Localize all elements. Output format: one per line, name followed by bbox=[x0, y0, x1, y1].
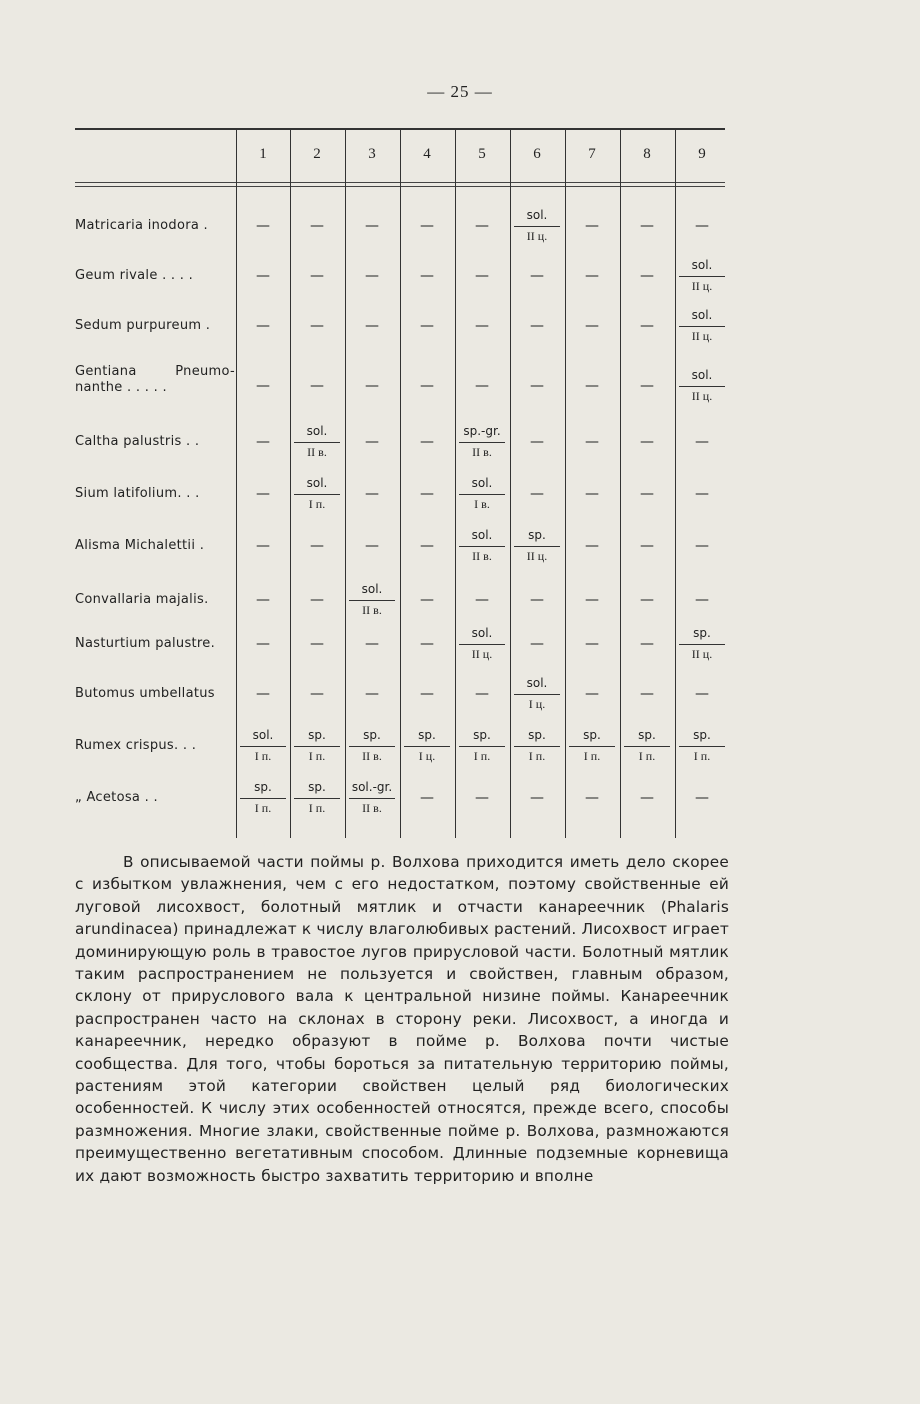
species-name bbox=[75, 364, 235, 396]
column-header: 4 bbox=[423, 146, 431, 162]
fraction-bar bbox=[569, 746, 615, 747]
empty-cell-dash: — bbox=[585, 268, 599, 284]
abundance-cell bbox=[675, 258, 729, 295]
empty-cell-dash: — bbox=[256, 538, 270, 554]
empty-cell-dash: — bbox=[365, 218, 379, 234]
abundance-cell bbox=[290, 476, 344, 513]
empty-cell-dash: — bbox=[365, 486, 379, 502]
abundance-value: sol.-gr. bbox=[351, 780, 393, 794]
phenophase-value: I п. bbox=[583, 749, 601, 763]
empty-cell-dash: — bbox=[530, 268, 544, 284]
empty-cell-dash: — bbox=[420, 592, 434, 608]
empty-cell-dash: — bbox=[365, 378, 379, 394]
abundance-cell bbox=[455, 476, 509, 513]
fraction-bar bbox=[404, 746, 450, 747]
abundance-cell bbox=[565, 728, 619, 765]
species-name-line: nanthe . . . . . bbox=[75, 380, 167, 395]
abundance-cell bbox=[236, 780, 290, 817]
abundance-value: sp. bbox=[254, 780, 272, 794]
fraction-bar bbox=[514, 226, 560, 227]
empty-cell-dash: — bbox=[310, 538, 324, 554]
empty-cell-dash: — bbox=[420, 378, 434, 394]
empty-cell-dash: — bbox=[640, 434, 654, 450]
empty-cell-dash: — bbox=[420, 318, 434, 334]
empty-cell-dash: — bbox=[530, 378, 544, 394]
empty-cell-dash: — bbox=[365, 268, 379, 284]
empty-cell-dash: — bbox=[640, 268, 654, 284]
phenophase-value: I п. bbox=[693, 749, 711, 763]
abundance-cell bbox=[675, 728, 729, 765]
phenophase-value: II в. bbox=[362, 603, 382, 617]
empty-cell-dash: — bbox=[585, 318, 599, 334]
species-name-line: Gentiana Pneumo- bbox=[75, 364, 235, 379]
empty-cell-dash: — bbox=[695, 592, 709, 608]
species-name: Sium latifolium. . . bbox=[75, 486, 200, 501]
abundance-cell bbox=[510, 208, 564, 245]
phenophase-value: II ц. bbox=[691, 279, 713, 293]
empty-cell-dash: — bbox=[420, 218, 434, 234]
empty-cell-dash: — bbox=[640, 592, 654, 608]
phenophase-value: I п. bbox=[308, 497, 326, 511]
abundance-cell bbox=[290, 424, 344, 461]
fraction-bar bbox=[349, 798, 395, 799]
abundance-value: sp. bbox=[473, 728, 491, 742]
phenophase-value: I п. bbox=[638, 749, 656, 763]
species-name: Sedum purpureum . bbox=[75, 318, 211, 333]
empty-cell-dash: — bbox=[420, 268, 434, 284]
empty-cell-dash: — bbox=[585, 636, 599, 652]
fraction-bar bbox=[679, 326, 725, 327]
empty-cell-dash: — bbox=[365, 538, 379, 554]
abundance-value: sol. bbox=[306, 424, 328, 438]
species-name: „ Acetosa . . bbox=[75, 790, 158, 805]
empty-cell-dash: — bbox=[475, 318, 489, 334]
column-header: 6 bbox=[533, 146, 541, 162]
empty-cell-dash: — bbox=[585, 378, 599, 394]
phenophase-value: I п. bbox=[473, 749, 491, 763]
empty-cell-dash: — bbox=[640, 378, 654, 394]
empty-cell-dash: — bbox=[310, 268, 324, 284]
body-paragraph bbox=[75, 851, 729, 1187]
species-name: Convallaria majalis. bbox=[75, 592, 209, 607]
abundance-value: sp. bbox=[638, 728, 656, 742]
abundance-cell bbox=[345, 780, 399, 817]
species-name: Geum rivale . . . . bbox=[75, 268, 194, 283]
fraction-bar bbox=[514, 694, 560, 695]
empty-cell-dash: — bbox=[530, 486, 544, 502]
fraction-bar bbox=[240, 746, 286, 747]
abundance-value: sp. bbox=[693, 728, 711, 742]
species-name: Matricaria inodora . bbox=[75, 218, 208, 233]
fraction-bar bbox=[459, 442, 505, 443]
column-header: 1 bbox=[259, 146, 267, 162]
abundance-value: sol. bbox=[252, 728, 274, 742]
empty-cell-dash: — bbox=[640, 790, 654, 806]
empty-cell-dash: — bbox=[256, 268, 270, 284]
phenophase-value: II ц. bbox=[691, 329, 713, 343]
empty-cell-dash: — bbox=[585, 538, 599, 554]
phenophase-value: I ц. bbox=[528, 697, 546, 711]
fraction-bar bbox=[294, 746, 340, 747]
phenophase-value: I п. bbox=[254, 749, 272, 763]
phenophase-value: II в. bbox=[307, 445, 327, 459]
empty-cell-dash: — bbox=[695, 538, 709, 554]
abundance-cell bbox=[675, 626, 729, 663]
empty-cell-dash: — bbox=[420, 434, 434, 450]
empty-cell-dash: — bbox=[695, 218, 709, 234]
abundance-value: sp.-gr. bbox=[463, 424, 501, 438]
phenophase-value: II в. bbox=[362, 801, 382, 815]
species-name: Caltha palustris . . bbox=[75, 434, 200, 449]
fraction-bar bbox=[459, 644, 505, 645]
empty-cell-dash: — bbox=[256, 318, 270, 334]
empty-cell-dash: — bbox=[365, 318, 379, 334]
paragraph-text: В описываемой части поймы р. Волхова приходится иметь дело скорее с избытком увлажнения, чем с его недостатком, поэтому свойственные ей луговой лисохвост, болотный мятлик и отчасти канареечник (Phalaris arundinacea) принадлежат к числу влаголюбивых растений. Лисохвост играет доминирующую роль в травостое лугов прирусловой части. Болотный мятлик таким распространением не пользуется и свойствен, главным образом, склону от прируслового вала к центральной низине поймы. Канареечник распространен часто на склонах в сторону реки. Лисохвост, а иногда и канареечник, нередко образуют в пойме р. Волхова почти чистые сообщества. Для того, чтобы бороться за питательную территорию поймы, растениям этой категории свойствен целый ряд биологических особенностей. К числу этих особенностей относятся, прежде всего, способы размножения. Многие злаки, свойственные пойме р. Волхова, размножаются преимущественно вегетативным способом. Длинные подземные корневища их дают возможность быстро захватить территорию и вполне bbox=[75, 853, 729, 1185]
empty-cell-dash: — bbox=[420, 790, 434, 806]
fraction-bar bbox=[624, 746, 670, 747]
empty-cell-dash: — bbox=[585, 790, 599, 806]
phenophase-value: I п. bbox=[308, 801, 326, 815]
empty-cell-dash: — bbox=[310, 592, 324, 608]
fraction-bar bbox=[459, 494, 505, 495]
fraction-bar bbox=[294, 494, 340, 495]
empty-cell-dash: — bbox=[310, 318, 324, 334]
fraction-bar bbox=[679, 746, 725, 747]
empty-cell-dash: — bbox=[475, 790, 489, 806]
empty-cell-dash: — bbox=[695, 790, 709, 806]
species-name: Rumex crispus. . . bbox=[75, 738, 197, 753]
empty-cell-dash: — bbox=[530, 636, 544, 652]
empty-cell-dash: — bbox=[420, 686, 434, 702]
abundance-cell bbox=[345, 728, 399, 765]
empty-cell-dash: — bbox=[256, 592, 270, 608]
empty-cell-dash: — bbox=[475, 686, 489, 702]
phenophase-value: II ц. bbox=[526, 229, 548, 243]
empty-cell-dash: — bbox=[640, 218, 654, 234]
phenophase-value: II ц. bbox=[691, 647, 713, 661]
fraction-bar bbox=[679, 386, 725, 387]
empty-cell-dash: — bbox=[695, 486, 709, 502]
fraction-bar bbox=[514, 546, 560, 547]
abundance-value: sol. bbox=[306, 476, 328, 490]
empty-cell-dash: — bbox=[420, 486, 434, 502]
empty-cell-dash: — bbox=[256, 218, 270, 234]
empty-cell-dash: — bbox=[310, 636, 324, 652]
abundance-value: sp. bbox=[528, 528, 546, 542]
abundance-value: sp. bbox=[693, 626, 711, 640]
empty-cell-dash: — bbox=[475, 218, 489, 234]
empty-cell-dash: — bbox=[640, 318, 654, 334]
empty-cell-dash: — bbox=[475, 378, 489, 394]
abundance-cell bbox=[455, 424, 509, 461]
empty-cell-dash: — bbox=[585, 592, 599, 608]
empty-cell-dash: — bbox=[310, 686, 324, 702]
column-header: 7 bbox=[588, 146, 596, 162]
empty-cell-dash: — bbox=[530, 318, 544, 334]
empty-cell-dash: — bbox=[310, 218, 324, 234]
abundance-cell bbox=[675, 308, 729, 345]
abundance-value: sol. bbox=[691, 258, 713, 272]
abundance-cell bbox=[290, 728, 344, 765]
empty-cell-dash: — bbox=[365, 686, 379, 702]
abundance-value: sp. bbox=[308, 780, 326, 794]
species-name: Butomus umbellatus bbox=[75, 686, 215, 701]
phenophase-value: I п. bbox=[308, 749, 326, 763]
column-header: 9 bbox=[698, 146, 706, 162]
empty-cell-dash: — bbox=[585, 486, 599, 502]
column-header: 5 bbox=[478, 146, 486, 162]
abundance-value: sol. bbox=[361, 582, 383, 596]
empty-cell-dash: — bbox=[420, 636, 434, 652]
empty-cell-dash: — bbox=[256, 636, 270, 652]
fraction-bar bbox=[679, 644, 725, 645]
abundance-cell bbox=[345, 582, 399, 619]
empty-cell-dash: — bbox=[530, 790, 544, 806]
phenophase-value: I в. bbox=[474, 497, 490, 511]
fraction-bar bbox=[240, 798, 286, 799]
fraction-bar bbox=[459, 546, 505, 547]
abundance-cell bbox=[290, 780, 344, 817]
empty-cell-dash: — bbox=[310, 378, 324, 394]
abundance-value: sol. bbox=[691, 308, 713, 322]
abundance-cell bbox=[455, 728, 509, 765]
phenophase-value: II ц. bbox=[691, 389, 713, 403]
phenophase-value: I п. bbox=[254, 801, 272, 815]
phenophase-value: II в. bbox=[362, 749, 382, 763]
phenophase-value: II ц. bbox=[526, 549, 548, 563]
abundance-cell bbox=[236, 728, 290, 765]
abundance-value: sol. bbox=[691, 368, 713, 382]
empty-cell-dash: — bbox=[365, 434, 379, 450]
fraction-bar bbox=[349, 600, 395, 601]
empty-cell-dash: — bbox=[475, 268, 489, 284]
empty-cell-dash: — bbox=[695, 434, 709, 450]
abundance-value: sp. bbox=[308, 728, 326, 742]
abundance-value: sp. bbox=[583, 728, 601, 742]
species-name: Nasturtium palustre. bbox=[75, 636, 216, 651]
empty-cell-dash: — bbox=[640, 636, 654, 652]
abundance-value: sp. bbox=[363, 728, 381, 742]
abundance-cell bbox=[510, 728, 564, 765]
abundance-value: sp. bbox=[418, 728, 436, 742]
abundance-cell bbox=[455, 626, 509, 663]
empty-cell-dash: — bbox=[256, 486, 270, 502]
column-header: 2 bbox=[313, 146, 321, 162]
abundance-cell bbox=[510, 528, 564, 565]
fraction-bar bbox=[349, 746, 395, 747]
fraction-bar bbox=[679, 276, 725, 277]
abundance-cell bbox=[620, 728, 674, 765]
fraction-bar bbox=[459, 746, 505, 747]
empty-cell-dash: — bbox=[365, 636, 379, 652]
empty-cell-dash: — bbox=[695, 686, 709, 702]
abundance-cell bbox=[400, 728, 454, 765]
empty-cell-dash: — bbox=[530, 434, 544, 450]
phenophase-value: I ц. bbox=[418, 749, 436, 763]
page-number: — 25 — bbox=[427, 82, 493, 101]
abundance-value: sol. bbox=[526, 208, 548, 222]
abundance-value: sol. bbox=[471, 476, 493, 490]
empty-cell-dash: — bbox=[256, 378, 270, 394]
phenophase-value: I п. bbox=[528, 749, 546, 763]
phenophase-value: II в. bbox=[472, 445, 492, 459]
empty-cell-dash: — bbox=[256, 434, 270, 450]
empty-cell-dash: — bbox=[585, 218, 599, 234]
abundance-cell bbox=[675, 368, 729, 405]
fraction-bar bbox=[294, 442, 340, 443]
abundance-cell bbox=[510, 676, 564, 713]
abundance-value: sol. bbox=[526, 676, 548, 690]
fraction-bar bbox=[514, 746, 560, 747]
empty-cell-dash: — bbox=[530, 592, 544, 608]
empty-cell-dash: — bbox=[585, 434, 599, 450]
empty-cell-dash: — bbox=[585, 686, 599, 702]
abundance-value: sp. bbox=[528, 728, 546, 742]
empty-cell-dash: — bbox=[640, 538, 654, 554]
empty-cell-dash: — bbox=[640, 486, 654, 502]
fraction-bar bbox=[294, 798, 340, 799]
phenophase-value: II ц. bbox=[471, 647, 493, 661]
empty-cell-dash: — bbox=[640, 686, 654, 702]
abundance-cell bbox=[455, 528, 509, 565]
empty-cell-dash: — bbox=[256, 686, 270, 702]
species-name: Alisma Michalettii . bbox=[75, 538, 205, 553]
abundance-value: sol. bbox=[471, 528, 493, 542]
column-header: 3 bbox=[368, 146, 376, 162]
abundance-value: sol. bbox=[471, 626, 493, 640]
column-header: 8 bbox=[643, 146, 651, 162]
empty-cell-dash: — bbox=[475, 592, 489, 608]
empty-cell-dash: — bbox=[420, 538, 434, 554]
phenophase-value: II в. bbox=[472, 549, 492, 563]
